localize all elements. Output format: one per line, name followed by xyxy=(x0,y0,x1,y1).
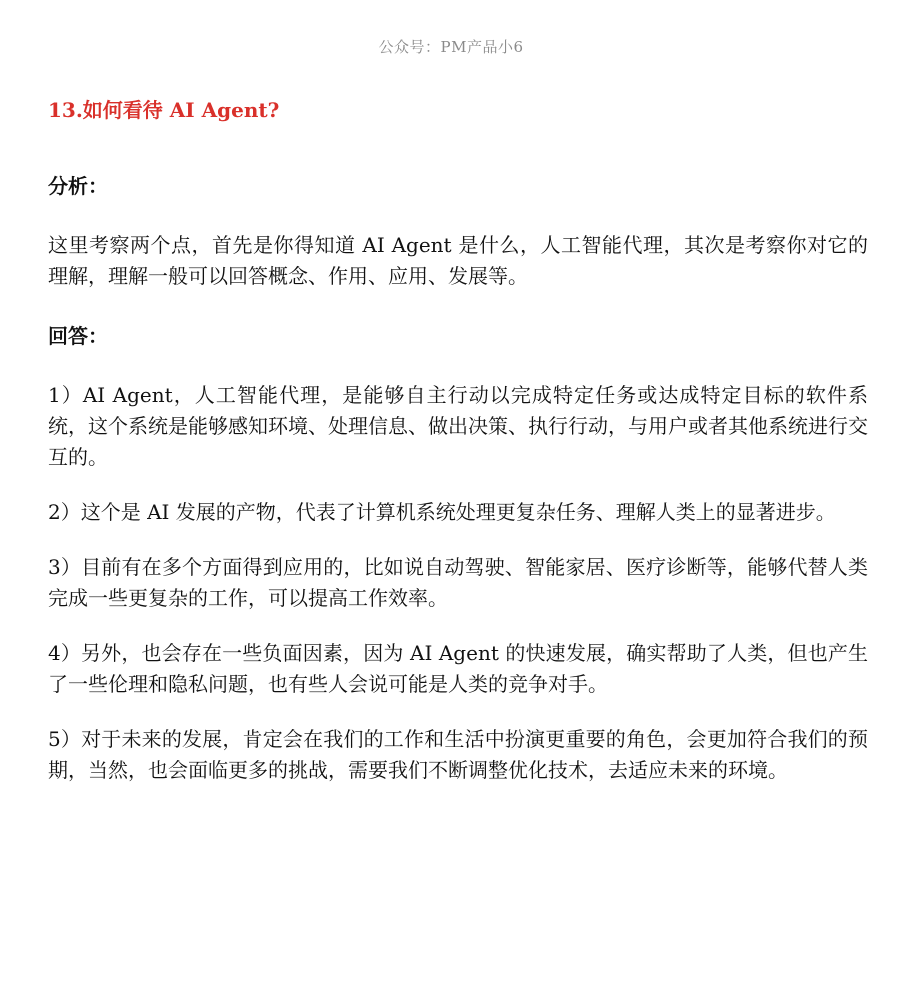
analysis-label: 分析： xyxy=(48,174,108,198)
question-title: 13.如何看待 AI Agent? xyxy=(48,98,280,122)
answer-point-2: 2）这个是 AI 发展的产物，代表了计算机系统处理更复杂任务、理解人类上的显著进步。 xyxy=(48,500,836,524)
answer-label: 回答： xyxy=(48,324,108,348)
answer-point-3: 3）目前有在多个方面得到应用的，比如说自动驾驶、智能家居、医疗诊断等，能够代替人类完成一些更复杂的工作，可以提高工作效率。 xyxy=(48,555,868,610)
answer-point-4: 4）另外，也会存在一些负面因素，因为 AI Agent 的快速发展，确实帮助了人类，但也产生了一些伦理和隐私问题，也有些人会说可能是人类的竞争对手。 xyxy=(48,641,868,696)
document-content xyxy=(48,92,868,810)
page-header: 公众号：PM产品小6 xyxy=(378,38,524,56)
answer-point-5: 5）对于未来的发展，肯定会在我们的工作和生活中扮演更重要的角色，会更加符合我们的预期，当然，也会面临更多的挑战，需要我们不断调整优化技术，去适应未来的环境。 xyxy=(48,727,868,782)
answer-point-1: 1）AI Agent，人工智能代理，是能够自主行动以完成特定任务或达成特定目标的软件系统，这个系统是能够感知环境、处理信息、做出决策、执行行动，与用户或者其他系统进行交互的。 xyxy=(48,383,868,469)
analysis-text: 这里考察两个点，首先是你得知道 AI Agent 是什么，人工智能代理，其次是考察你对它的理解，理解一般可以回答概念、作用、应用、发展等。 xyxy=(48,233,868,288)
